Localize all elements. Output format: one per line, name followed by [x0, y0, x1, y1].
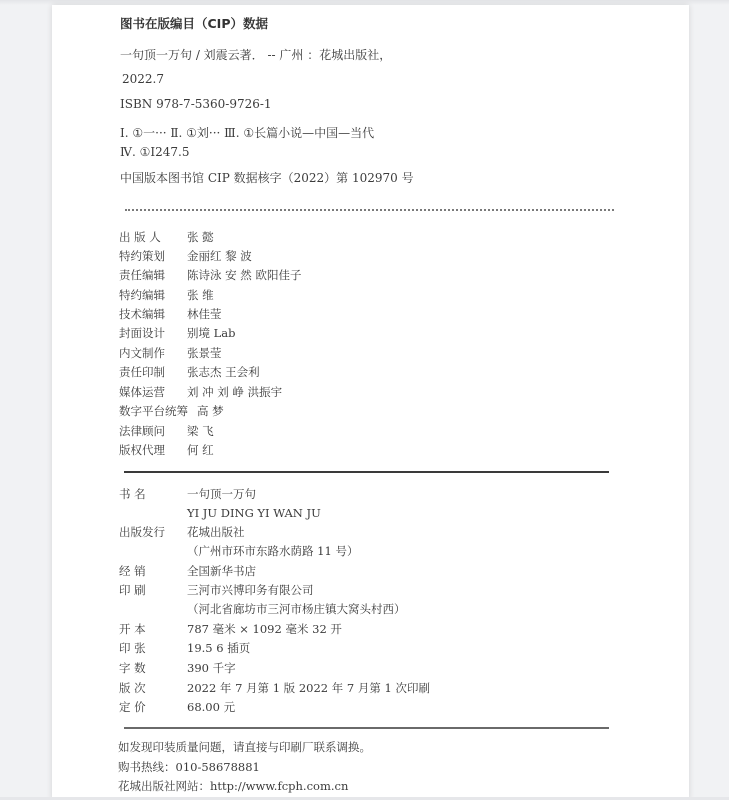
credit-label: 封面设计: [119, 326, 165, 340]
cip-verification-number: 中国版本图书馆 CIP 数据核字（2022）第 102970 号: [120, 171, 414, 185]
credit-value: 金丽红 黎 波: [187, 249, 252, 263]
info-value: 390 千字: [187, 661, 236, 675]
credit-value: 张景莹: [187, 346, 222, 360]
section-divider: [124, 471, 609, 473]
credit-label: 技术编辑: [119, 307, 165, 321]
credit-label: 出 版 人: [119, 230, 161, 244]
info-value: 花城出版社: [187, 525, 245, 539]
credit-row: [119, 442, 214, 458]
credit-label: 版权代理: [119, 443, 165, 457]
credit-label: 特约策划: [119, 249, 165, 263]
credit-value: 张志杰 王会利: [187, 365, 260, 379]
info-row: [119, 563, 256, 579]
cip-line-1: 一句顶一万句 / 刘震云著． -- 广州 ：花城出版社，: [120, 48, 392, 62]
info-value: 787 毫米 × 1092 毫米 32 开: [187, 622, 342, 636]
info-value: YI JU DING YI WAN JU: [187, 506, 321, 520]
info-label: 字 数: [119, 661, 146, 675]
credit-row: [119, 345, 222, 361]
credit-row: [119, 287, 214, 303]
credit-value: 林佳莹: [187, 307, 222, 321]
cip-heading: 图书在版编目（CIP）数据: [120, 16, 268, 31]
info-row: [119, 543, 358, 559]
credit-row: [119, 306, 222, 322]
info-value: 68.00 元: [187, 700, 236, 714]
credit-value: 刘 冲 刘 峥 洪振宇: [187, 385, 283, 399]
credit-row: [119, 325, 236, 341]
credit-row: [119, 267, 301, 283]
credit-value: 何 红: [187, 443, 214, 457]
info-row: [119, 601, 406, 617]
info-row: [119, 680, 430, 696]
info-row: [119, 640, 250, 656]
credit-label: 法律顾问: [119, 424, 165, 438]
credit-value: 张 懿: [187, 230, 214, 244]
info-value: 一句顶一万句: [187, 487, 256, 501]
info-label: 印 张: [119, 641, 146, 655]
credit-row: [119, 423, 214, 439]
quality-notice: 如发现印装质量问题，请直接与印刷厂联系调换。: [118, 740, 371, 754]
info-row: [119, 524, 245, 540]
info-label: 经 销: [119, 564, 146, 578]
info-row: [119, 699, 235, 715]
credit-row: [119, 403, 224, 419]
credit-row: [119, 248, 252, 264]
info-label: 版 次: [119, 681, 146, 695]
credit-label: 媒体运营: [119, 385, 165, 399]
info-row: [119, 582, 314, 598]
credit-row: [119, 384, 282, 400]
credit-value: 张 维: [187, 288, 214, 302]
cip-line-2: 2022.7: [122, 72, 164, 86]
cip-classification-2: Ⅳ. ①I247.5: [120, 145, 190, 159]
credit-row: [119, 229, 214, 245]
footer-divider: [124, 727, 609, 729]
cip-classification-1: Ⅰ. ①一··· Ⅱ. ①刘··· Ⅲ. ①长篇小说—中国—当代: [120, 126, 375, 140]
info-row: [119, 505, 321, 521]
info-label: 定 价: [119, 700, 146, 714]
info-value: 三河市兴博印务有限公司: [187, 583, 314, 597]
info-row: [119, 660, 236, 676]
credit-label: 内文制作: [119, 346, 165, 360]
document-page: [52, 5, 689, 800]
cip-isbn: ISBN 978-7-5360-9726-1: [120, 97, 272, 111]
credit-value: 陈诗泳 安 然 欧阳佳子: [187, 268, 302, 282]
info-label: 印 刷: [119, 583, 146, 597]
credit-label: 责任印制: [119, 365, 165, 379]
publisher-website: 花城出版社网站：http://www.fcph.com.cn: [118, 779, 349, 793]
info-label: 开 本: [119, 622, 146, 636]
info-value: （河北省廊坊市三河市杨庄镇大窝头村西）: [187, 602, 406, 616]
dotted-divider: [125, 209, 614, 211]
info-value: 全国新华书店: [187, 564, 256, 578]
info-value: 19.5 6 插页: [187, 641, 251, 655]
credit-label: 特约编辑: [119, 288, 165, 302]
info-value: （广州市环市东路水荫路 11 号）: [187, 544, 359, 558]
info-value: 2022 年 7 月第 1 版 2022 年 7 月第 1 次印刷: [187, 681, 431, 695]
credit-value: 别境 Lab: [187, 326, 236, 340]
info-label: 书 名: [119, 487, 146, 501]
purchase-hotline: 购书热线：010-58678881: [118, 760, 260, 774]
info-row: [119, 486, 256, 502]
credit-label: 数字平台统筹: [119, 404, 188, 418]
credit-row: [119, 364, 260, 380]
credit-label: 责任编辑: [119, 268, 165, 282]
credit-value: 高 梦: [197, 404, 224, 418]
info-label: 出版发行: [119, 525, 165, 539]
info-row: [119, 621, 342, 637]
credit-value: 梁 飞: [187, 424, 214, 438]
